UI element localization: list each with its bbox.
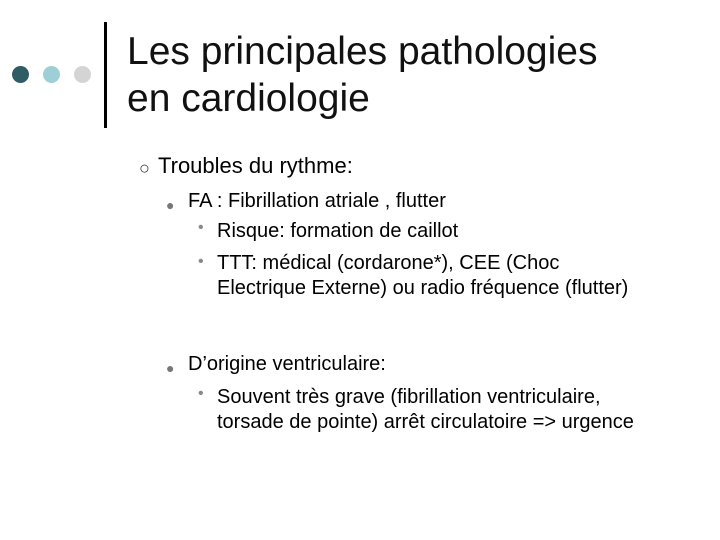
decorative-dots [12,66,98,84]
subitem-ttt: TTT: médical (cordarone*), CEE (Choc Electrique Externe) ou radio fréquence (flutter) [217,252,629,299]
slide-title-line-1: Les principales pathologies [127,30,598,73]
small-bullet-icon: • [198,385,204,402]
list-item-ventriculaire: D’origine ventriculaire: [188,353,386,375]
small-bullet-icon: • [198,219,204,236]
section-heading: Troubles du rythme: [158,153,353,178]
dot-light-teal [43,66,60,83]
small-bullet-icon: • [198,253,204,270]
slide-title [127,28,707,122]
subitem-souvent: Souvent très grave (fibrillation ventriculaire, torsade de pointe) arrêt circulatoire => urgence [217,386,634,433]
subitem-risque: Risque: formation de caillot [217,220,459,242]
disc-bullet-icon: ● [166,360,175,376]
title-divider [104,22,107,128]
disc-bullet-icon: ● [166,197,175,213]
dot-dark-teal [12,66,29,83]
ring-bullet-icon: ○ [139,158,150,178]
slide-title-line-2: en cardiologie [127,77,370,120]
dot-gray [74,66,91,83]
list-item-fa: FA : Fibrillation atriale , flutter [188,190,446,212]
